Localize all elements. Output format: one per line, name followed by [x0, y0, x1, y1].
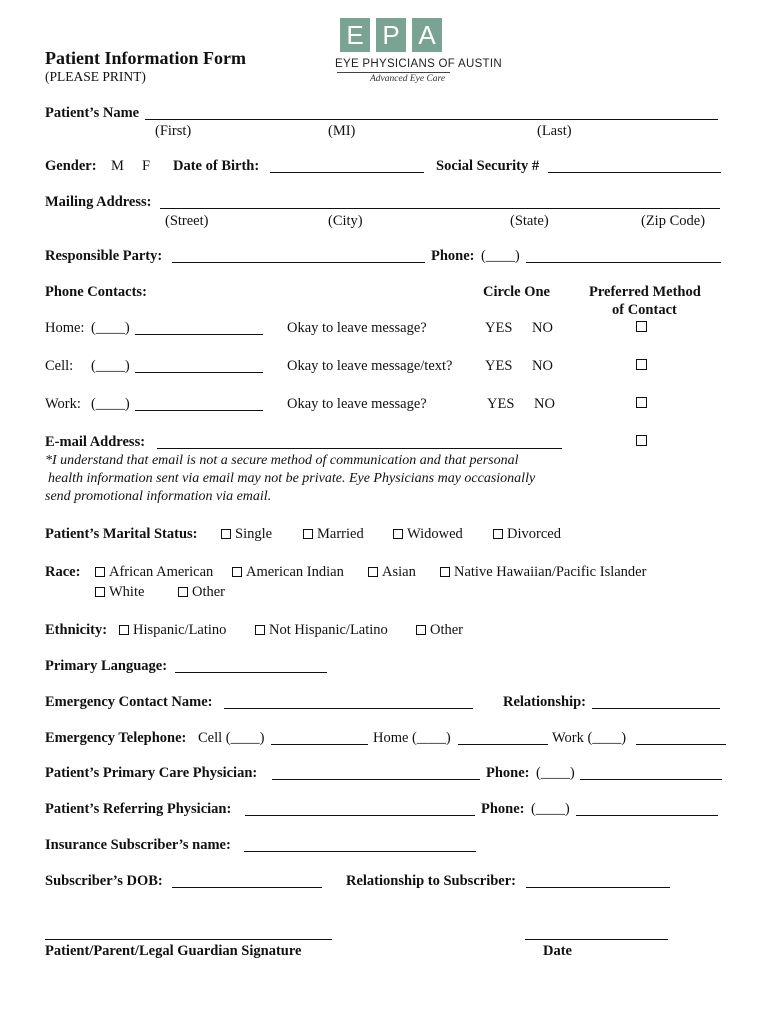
home-message-label: Okay to leave message?: [287, 320, 427, 336]
home-no-option[interactable]: NO: [532, 320, 553, 336]
emergency-cell-label[interactable]: Cell (____): [198, 730, 265, 746]
home-area-code[interactable]: (____): [91, 320, 130, 336]
relationship-to-subscriber-field[interactable]: [526, 887, 670, 888]
city-caption: (City): [328, 213, 363, 229]
logo-tagline: Advanced Eye Care: [370, 74, 446, 84]
primary-physician-phone-label: Phone:: [486, 765, 530, 781]
race-native-hawaiian-option[interactable]: Native Hawaiian/Pacific Islander: [440, 565, 646, 580]
marital-divorced-option[interactable]: Divorced: [493, 527, 561, 542]
checkbox-icon: [493, 529, 503, 539]
dob-field[interactable]: [270, 172, 424, 173]
responsible-area-code[interactable]: (____): [481, 248, 520, 264]
work-message-label: Okay to leave message?: [287, 396, 427, 412]
mi-caption: (MI): [328, 123, 356, 139]
cell-phone-field[interactable]: [135, 372, 263, 373]
signature-field[interactable]: [45, 939, 332, 940]
date-label: Date: [543, 943, 572, 959]
date-field[interactable]: [525, 939, 668, 940]
work-no-option[interactable]: NO: [534, 396, 555, 412]
checkbox-icon: [178, 587, 188, 597]
email-label: E-mail Address:: [45, 434, 146, 450]
primary-physician-field[interactable]: [272, 779, 480, 780]
ssn-label: Social Security #: [436, 158, 540, 174]
race-asian-option[interactable]: Asian: [368, 565, 416, 580]
checkbox-icon: [95, 567, 105, 577]
cell-preferred-checkbox[interactable]: [636, 359, 647, 370]
checkbox-icon: [393, 529, 403, 539]
state-caption: (State): [510, 213, 549, 229]
ethnicity-hispanic-option[interactable]: Hispanic/Latino: [119, 623, 226, 638]
referring-physician-label: Patient’s Referring Physician:: [45, 801, 232, 817]
subscriber-dob-field[interactable]: [172, 887, 322, 888]
logo-letter-a: A: [412, 18, 442, 52]
checkbox-icon: [221, 529, 231, 539]
primary-physician-phone-field[interactable]: [580, 779, 722, 780]
marital-widowed-option[interactable]: Widowed: [393, 527, 463, 542]
race-other-option[interactable]: Other: [178, 585, 225, 600]
ethnicity-not-hispanic-option[interactable]: Not Hispanic/Latino: [255, 623, 388, 638]
emergency-home-field[interactable]: [458, 744, 548, 745]
email-disclaimer-line-2: health information sent via email may not be private. Eye Physicians may occasionally: [48, 471, 536, 486]
checkbox-icon: [95, 587, 105, 597]
responsible-phone-field[interactable]: [526, 262, 721, 263]
emergency-contact-label: Emergency Contact Name:: [45, 694, 213, 710]
marital-married-option[interactable]: Married: [303, 527, 364, 542]
cell-message-label: Okay to leave message/text?: [287, 358, 453, 374]
ethnicity-label: Ethnicity:: [45, 622, 108, 638]
emergency-work-label[interactable]: Work (____): [552, 730, 627, 746]
mailing-address-label: Mailing Address:: [45, 194, 152, 210]
phone-contacts-label: Phone Contacts:: [45, 284, 147, 300]
gender-label: Gender:: [45, 158, 97, 174]
patient-name-label: Patient’s Name: [45, 105, 140, 121]
first-name-caption: (First): [155, 123, 192, 139]
street-caption: (Street): [165, 213, 209, 229]
referring-physician-phone-field[interactable]: [576, 815, 718, 816]
home-preferred-checkbox[interactable]: [636, 321, 647, 332]
race-label: Race:: [45, 564, 81, 580]
marital-single-option[interactable]: Single: [221, 527, 272, 542]
responsible-party-field[interactable]: [172, 262, 425, 263]
checkbox-icon: [416, 625, 426, 635]
primary-physician-label: Patient’s Primary Care Physician:: [45, 765, 258, 781]
work-preferred-checkbox[interactable]: [636, 397, 647, 408]
primary-language-label: Primary Language:: [45, 658, 168, 674]
work-area-code[interactable]: (____): [91, 396, 130, 412]
checkbox-icon: [440, 567, 450, 577]
insurance-subscriber-field[interactable]: [244, 851, 476, 852]
email-preferred-checkbox[interactable]: [636, 435, 647, 446]
form-title: Patient Information Form: [45, 48, 246, 68]
work-yes-option[interactable]: YES: [487, 396, 515, 412]
emergency-home-label[interactable]: Home (____): [373, 730, 451, 746]
last-name-caption: (Last): [537, 123, 572, 139]
mailing-address-field[interactable]: [160, 208, 720, 209]
email-disclaimer-line-3: send promotional information via email.: [45, 489, 272, 504]
responsible-phone-label: Phone:: [431, 248, 475, 264]
marital-status-label: Patient’s Marital Status:: [45, 526, 198, 542]
emergency-telephone-label: Emergency Telephone:: [45, 730, 187, 746]
cell-yes-option[interactable]: YES: [485, 358, 513, 374]
checkbox-icon: [303, 529, 313, 539]
logo-letter-e: E: [340, 18, 370, 52]
relationship-field[interactable]: [592, 708, 720, 709]
patient-name-field[interactable]: [145, 119, 718, 120]
logo-letter-p: P: [376, 18, 406, 52]
subscriber-dob-label: Subscriber’s DOB:: [45, 873, 163, 889]
cell-phone-label: Cell:: [45, 358, 74, 374]
ssn-field[interactable]: [548, 172, 721, 173]
gender-male-option[interactable]: M: [111, 158, 124, 174]
cell-area-code[interactable]: (____): [91, 358, 130, 374]
ethnicity-other-option[interactable]: Other: [416, 623, 463, 638]
referring-physician-field[interactable]: [245, 815, 475, 816]
race-american-indian-option[interactable]: American Indian: [232, 565, 344, 580]
preferred-method-label-2: of Contact: [612, 302, 677, 318]
email-field[interactable]: [157, 448, 562, 449]
home-phone-field[interactable]: [135, 334, 263, 335]
race-african-american-option[interactable]: African American: [95, 565, 213, 580]
email-disclaimer-line-1: *I understand that email is not a secure method of communication and that personal: [45, 453, 519, 468]
signature-label: Patient/Parent/Legal Guardian Signature: [45, 943, 302, 959]
emergency-work-field[interactable]: [636, 744, 726, 745]
form-subtitle: (PLEASE PRINT): [45, 69, 146, 84]
dob-label: Date of Birth:: [173, 158, 260, 174]
race-white-option[interactable]: White: [95, 585, 144, 600]
work-phone-label: Work:: [45, 396, 81, 412]
home-yes-option[interactable]: YES: [485, 320, 513, 336]
checkbox-icon: [119, 625, 129, 635]
circle-one-label: Circle One: [483, 284, 550, 300]
zip-caption: (Zip Code): [641, 213, 706, 229]
checkbox-icon: [232, 567, 242, 577]
primary-language-field[interactable]: [175, 672, 327, 673]
preferred-method-label: Preferred Method: [589, 284, 701, 300]
checkbox-icon: [255, 625, 265, 635]
logo-name: EYE PHYSICIANS OF AUSTIN: [335, 58, 502, 70]
referring-physician-phone-label: Phone:: [481, 801, 525, 817]
checkbox-icon: [368, 567, 378, 577]
emergency-contact-field[interactable]: [224, 708, 473, 709]
home-phone-label: Home:: [45, 320, 85, 336]
relationship-label: Relationship:: [503, 694, 586, 710]
primary-physician-area-code[interactable]: (____): [536, 765, 575, 781]
emergency-cell-field[interactable]: [271, 744, 368, 745]
work-phone-field[interactable]: [135, 410, 263, 411]
gender-female-option[interactable]: F: [142, 158, 151, 174]
referring-physician-area-code[interactable]: (____): [531, 801, 570, 817]
insurance-subscriber-label: Insurance Subscriber’s name:: [45, 837, 231, 853]
responsible-party-label: Responsible Party:: [45, 248, 163, 264]
relationship-to-subscriber-label: Relationship to Subscriber:: [346, 873, 516, 889]
cell-no-option[interactable]: NO: [532, 358, 553, 374]
